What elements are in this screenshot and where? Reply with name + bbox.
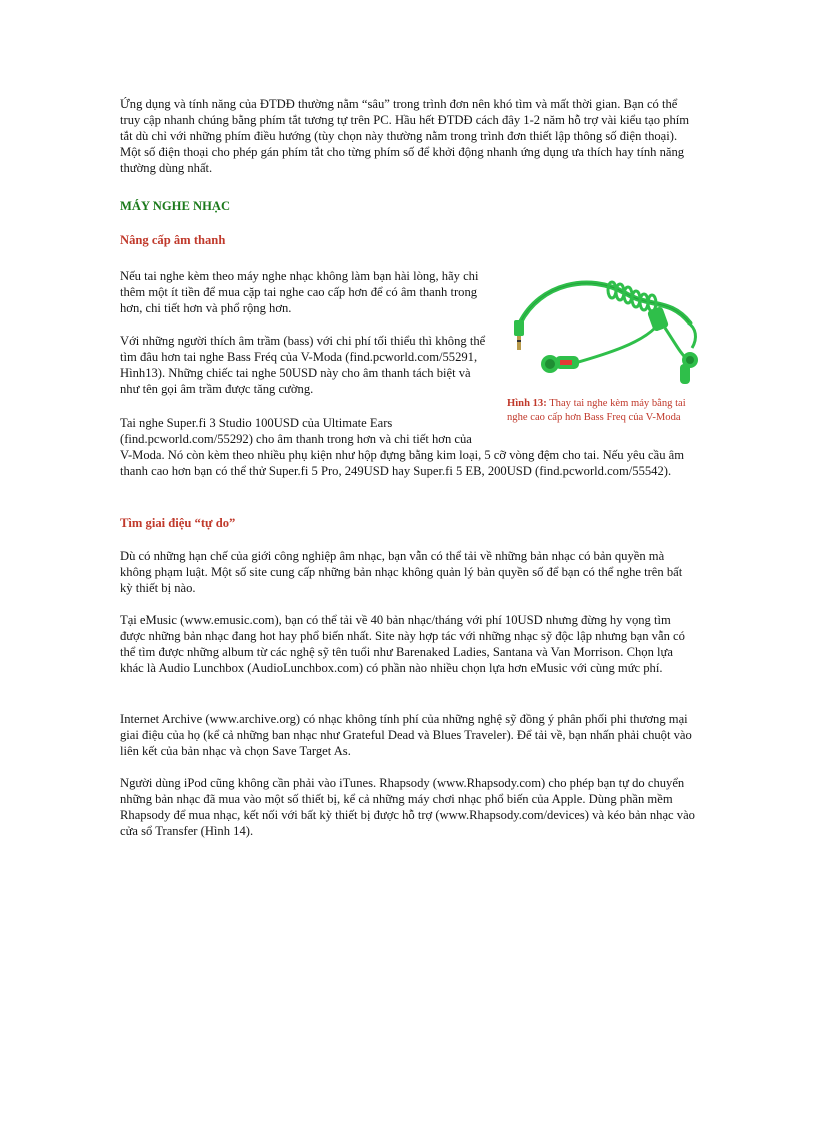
subheading-sound-upgrade: Nâng cấp âm thanh	[120, 233, 226, 247]
caption-label: Hình 13:	[507, 398, 547, 409]
section-title: MÁY NGHE NHẠC	[120, 199, 231, 213]
intro-paragraph: Ứng dụng và tính năng của ĐTDĐ thường nằm “sâu” trong trình đơn nên khó tìm và mất thời gian. Bạn có thể truy cập nhanh chúng bằng phím tắt tương tự trên PC. Hầu hết ĐTDĐ cách đây 1-2 năm hỗ trợ vài kiểu tạo phím tắt dù chỉ với những phím điều hướng (tùy chọn này thường nằm trong trình đơn thiết lập thông số điện thoại). Một số điện thoại cho phép gán phím tắt cho từng phím số để khởi động nhanh ứng dụng ưa thích hay tính năng thường dùng nhất.	[120, 97, 690, 175]
earphones-image	[500, 268, 700, 393]
subheading-free-music: Tìm giai điệu “tự do”	[120, 516, 236, 530]
paragraph-superfi-b: V-Moda. Nó còn kèm theo nhiều phụ kiện như hộp đựng bằng kim loại, 5 cỡ vòng đệm cho tai. Nếu yêu cầu âm thanh cao hơn bạn có thể thử Super.fi 5 Pro, 249USD hay Super.fi 5 EB, 200USD (find.pcworld.com/55542).	[120, 448, 685, 478]
paragraph-free-music-intro: Dù có những hạn chế của giới công nghiệp âm nhạc, bạn vẫn có thể tải về những bản nhạc có bản quyền mà không phạm luật. Một số site cung cấp những bản nhạc không quản lý bản quyền số để bạn có thể nghe trên bất kỳ thiết bị nào.	[120, 549, 683, 595]
paragraph-emusic: Tại eMusic (www.emusic.com), bạn có thể tải về 40 bản nhạc/tháng với phí 10USD nhưng đừng hy vọng tìm được những bản nhạc đang hot hay phổ biến nhất. Site này hợp tác với những nhạc sỹ độc lập nhưng bạn vẫn có thể tìm được những album từ các nghệ sỹ tên tuổi như Barenaked Ladies, Santana và Van Morrison. Chọn lựa khác là Audio Lunchbox (AudioLunchbox.com) có phần nào nhiều chọn lựa hơn eMusic với cùng mức phí.	[120, 613, 685, 675]
paragraph-earphone-intro: Nếu tai nghe kèm theo máy nghe nhạc không làm bạn hài lòng, hãy chi thêm một ít tiền để mua cặp tai nghe cao cấp hơn để có âm thanh trong hơn, chi tiết hơn và phổ rộng hơn.	[120, 269, 479, 315]
paragraph-bass-freq: Với những người thích âm trầm (bass) với chi phí tối thiểu thì không thể tìm đâu hơn tai nghe Bass Fréq của V-Moda (find.pcworld.com/55291, Hình13). Những chiếc tai nghe 50USD này cho âm thanh tách biệt và như tên gọi âm trầm được tăng cường.	[120, 334, 486, 396]
paragraph-superfi-a: Tai nghe Super.fi 3 Studio 100USD của Ultimate Ears (find.pcworld.com/55292) cho âm thanh trong hơn và chi tiết hơn của	[120, 416, 472, 446]
paragraph-rhapsody: Người dùng iPod cũng không cần phải vào iTunes. Rhapsody (www.Rhapsody.com) cho phép bạn tự do chuyển những bản nhạc đã mua vào một số thiết bị, kể cả những máy chơi nhạc phổ biến của Apple. Dùng phần mềm Rhapsody để mua nhạc, kết nối với bất kỳ thiết bị được hỗ trợ (www.Rhapsody.com/devices) và kéo bản nhạc vào cửa sổ Transfer (Hình 14).	[120, 776, 695, 838]
paragraph-internet-archive: Internet Archive (www.archive.org) có nhạc không tính phí của những nghệ sỹ đồng ý phân phối phi thương mại giai điệu của họ (kể cả những ban nhạc như Grateful Dead và Blues Traveler). Để tải về, bạn nhấn phải chuột vào liên kết của bản nhạc và chọn Save Target As.	[120, 712, 692, 758]
figure-earphones	[500, 268, 700, 393]
figure-caption	[507, 397, 697, 425]
caption-text: Thay tai nghe kèm máy bằng tai nghe cao cấp hơn Bass Freq của V-Moda	[507, 398, 686, 423]
